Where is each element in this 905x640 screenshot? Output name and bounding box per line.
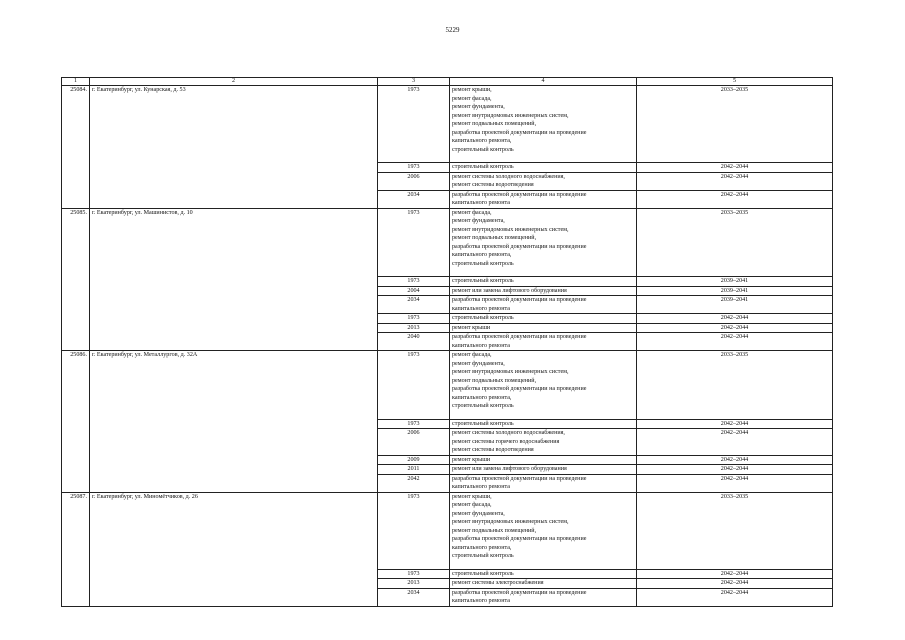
period-cell: 2042–2044 [637,569,833,579]
works-cell [450,492,637,569]
work-item: строительный контроль [452,570,514,577]
works-cell [450,314,637,324]
column-header: 3 [378,78,450,86]
year-cell: 1973 [378,86,450,163]
work-item: ремонт или замена лифтового оборудования [452,466,567,472]
year-cell: 2006 [378,172,450,190]
period-cell: 2042–2044 [637,419,833,429]
year-cell: 1973 [378,208,450,277]
work-item: капитального ремонта [452,484,510,490]
work-item: ремонт или замена лифтового оборудования [452,287,567,294]
work-item: ремонт подвальных помещений, [452,377,537,384]
work-item: ремонт крыши [452,456,491,463]
table-row [62,492,833,569]
work-item: разработка проектной документации на проведение [452,386,587,392]
period-cell: 2033–2035 [637,351,833,420]
work-item: ремонт подвальных помещений, [452,235,537,241]
work-item: ремонт внутридомовых инженерных систем, [452,226,569,233]
period-cell: 2042–2044 [637,323,833,333]
work-item: капитального ремонта [452,305,510,312]
works-cell [450,190,637,208]
period-cell: 2042–2044 [637,172,833,190]
work-item: ремонт системы холодного водоснабжения, [452,430,565,436]
period-cell: 2042–2044 [637,588,833,606]
work-item: ремонт внутридомовых инженерных систем, [452,112,569,119]
period-cell: 2033–2035 [637,492,833,569]
work-item: капитального ремонта [452,598,510,604]
year-cell: 1973 [378,277,450,287]
work-item: капитального ремонта, [452,394,512,401]
period-cell: 2039–2041 [637,277,833,287]
work-item: разработка проектной документации на проведение [452,536,587,542]
year-cell: 2009 [378,455,450,465]
work-item: строительный контроль [452,260,514,267]
works-cell [450,296,637,314]
work-item: разработка проектной документации на проведение [452,191,587,198]
work-item: ремонт системы холодного водоснабжения, [452,173,565,180]
year-cell: 1973 [378,569,450,579]
table-row [62,86,833,163]
work-item: строительный контроль [452,146,514,153]
page-number: 5229 [445,26,460,34]
works-cell [450,163,637,173]
year-cell: 2013 [378,323,450,333]
year-cell: 2034 [378,190,450,208]
period-cell: 2042–2044 [637,474,833,492]
work-item: ремонт подвальных помещений, [452,121,537,127]
work-item: ремонт подвальных помещений, [452,527,537,534]
building-number: 25087. [62,492,90,606]
period-cell: 2039–2041 [637,296,833,314]
capital-repair-table [61,77,833,607]
works-cell [450,286,637,296]
work-item: разработка проектной документации на проведение [452,129,587,136]
period-cell: 2042–2044 [637,314,833,324]
work-item: строительный контроль [452,420,514,427]
year-cell: 2006 [378,429,450,456]
works-cell [450,588,637,606]
works-cell [450,455,637,465]
work-item: капитального ремонта [452,200,510,206]
work-item: разработка проектной документации на проведение [452,334,587,340]
column-number-row [62,78,833,86]
work-item: ремонт крыши, [452,87,492,93]
work-item: ремонт системы горячего водоснабжения [452,438,560,445]
column-header: 5 [637,78,833,86]
works-cell [450,277,637,287]
work-item: строительный контроль [452,403,514,409]
building-number: 25084. [62,86,90,209]
work-item: ремонт фасада, [452,209,492,216]
work-item: ремонт крыши [452,324,491,331]
building-address: г. Екатеринбург, ул. Металлургов, д. 32А [90,351,378,493]
year-cell: 2034 [378,588,450,606]
building-number: 25085. [62,208,90,351]
building-number: 25086. [62,351,90,493]
period-cell: 2042–2044 [637,579,833,589]
work-item: строительный контроль [452,278,514,284]
year-cell: 2034 [378,296,450,314]
work-item: ремонт крыши, [452,493,492,500]
work-item: строительный контроль [452,553,514,559]
work-item: ремонт фундамента, [452,510,505,517]
work-item: ремонт системы водоотведения [452,182,534,188]
works-cell [450,351,637,420]
work-item: ремонт фундамента, [452,104,505,110]
works-cell [450,172,637,190]
works-cell [450,323,637,333]
year-cell: 2042 [378,474,450,492]
work-item: разработка проектной документации на проведение [452,589,587,596]
period-cell: 2042–2044 [637,429,833,456]
work-item: ремонт фасада, [452,352,492,358]
works-cell [450,569,637,579]
works-cell [450,579,637,589]
period-cell: 2042–2044 [637,333,833,351]
works-cell [450,474,637,492]
work-item: ремонт фасада, [452,502,492,508]
work-item: ремонт фундамента, [452,360,505,367]
table-row [62,351,833,420]
work-item: капитального ремонта, [452,138,512,144]
year-cell: 1973 [378,492,450,569]
works-cell [450,419,637,429]
work-item: ремонт фасада, [452,95,492,102]
year-cell: 2013 [378,579,450,589]
work-item: ремонт внутридомовых инженерных систем, [452,369,569,375]
work-item: строительный контроль [452,315,514,321]
works-cell [450,465,637,475]
works-cell [450,86,637,163]
works-cell [450,429,637,456]
work-item: разработка проектной документации на проведение [452,475,587,482]
works-cell [450,208,637,277]
period-cell: 2042–2044 [637,163,833,173]
period-cell: 2042–2044 [637,455,833,465]
building-address: г. Екатеринбург, ул. Машинистов, д. 10 [90,208,378,351]
works-cell [450,333,637,351]
work-item: капитального ремонта [452,342,510,349]
period-cell: 2039–2041 [637,286,833,296]
work-item: разработка проектной документации на проведение [452,297,587,303]
year-cell: 1973 [378,163,450,173]
work-item: ремонт системы водоотведения [452,447,534,453]
period-cell: 2042–2044 [637,190,833,208]
year-cell: 1973 [378,314,450,324]
year-cell: 2011 [378,465,450,475]
work-item: ремонт системы электроснабжения [452,580,544,586]
building-address: г. Екатеринбург, ул. Миномётчиков, д. 26 [90,492,378,606]
period-cell: 2033–2035 [637,86,833,163]
year-cell: 2040 [378,333,450,351]
year-cell: 1973 [378,351,450,420]
work-item: ремонт внутридомовых инженерных систем, [452,519,569,525]
year-cell: 1973 [378,419,450,429]
column-header: 4 [450,78,637,86]
work-item: капитального ремонта, [452,252,512,258]
year-cell: 2004 [378,286,450,296]
period-cell: 2042–2044 [637,465,833,475]
work-item: капитального ремонта, [452,544,512,551]
column-header: 1 [62,78,90,86]
work-item: строительный контроль [452,164,514,170]
period-cell: 2033–2035 [637,208,833,277]
table-body [62,86,833,607]
column-header: 2 [90,78,378,86]
table-row [62,208,833,277]
work-item: разработка проектной документации на проведение [452,243,587,250]
work-item: ремонт фундамента, [452,218,505,224]
building-address: г. Екатеринбург, ул. Кунарская, д. 53 [90,86,378,209]
